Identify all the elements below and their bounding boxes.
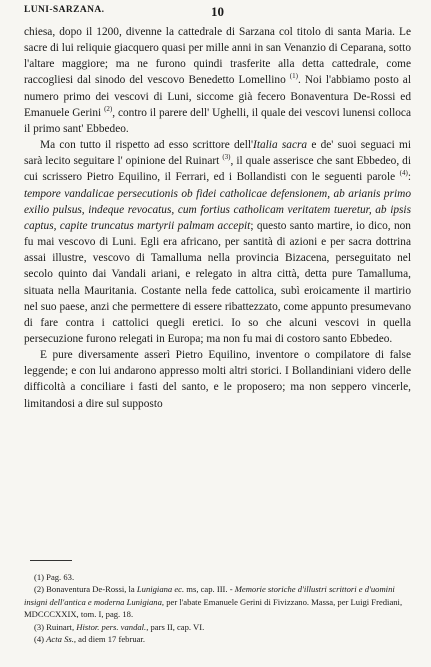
footnote-3-title: Histor. pers. vandal.: [76, 621, 147, 632]
running-head: LUNI-SARZANA.: [24, 5, 105, 15]
footnote-divider: [30, 560, 72, 561]
footnotes: [24, 567, 411, 645]
footnote-3-text-a: (3) Ruinart,: [34, 621, 77, 632]
p1-text-c: , contro il parere dell' Ughelli, il quale dei vescovi lunensi colloca il primo sant' Ebbedeo.: [24, 106, 412, 135]
footnote-2-text-c: ms, cap. III. -: [184, 584, 235, 595]
footnote-2: [24, 583, 411, 620]
footnote-ref-3: (3): [222, 153, 231, 162]
footnote-ref-1: (1): [289, 72, 298, 81]
footnote-4-text-c: , ad diem 17 februar.: [73, 634, 145, 645]
latin-quote: tempore vandalicae persecutionis ob fidei catholicae defensionem, ab arianis primo exilio pulsus, indeque revocatus, cum fortius catholicam veritatem tueretur, ab ipsis captus, capite truncatus martyrii palmam accepit: [24, 187, 411, 232]
p2-text-d: :: [407, 171, 411, 184]
italia-sacra-title: Italia sacra: [253, 139, 308, 152]
footnote-2-title-2: Memorie storiche d'illustri scrittori e d'uomini insigni dell'antica e moderna Lunigiana: [24, 584, 395, 607]
paragraph-1: [24, 24, 411, 137]
footnote-2-text-a: (2) Bonaventura De-Rossi, la: [34, 584, 137, 595]
paragraph-3: [24, 347, 411, 412]
p2-text-c: , il quale asserisce che sant Ebbedeo, di cui scrissero Pietro Equilino, il Ferrari, ed i Bollandisti con le seguenti parole: [24, 155, 412, 184]
body-text: [24, 24, 411, 412]
footnote-ref-4: (4): [399, 169, 408, 178]
footnote-1: [24, 571, 411, 583]
p1-text-b: . Noi l'abbiamo posto al numero primo dei vescovi di Luni, siccome già fecero Bonaventura De-Rossi ed Emanuele Gerini: [24, 74, 411, 119]
p2-text-a: Ma con tutto il rispetto ad esso scrittore dell': [40, 139, 254, 152]
footnote-3-text-c: , pars II, cap. VI.: [146, 621, 205, 632]
footnote-2-title-1: Lunigiana ec.: [136, 584, 185, 595]
p2-text-e: ; questo santo martire, io dico, non fu mai vescovo di Luni. Egli era africano, per santità di azioni e per sacra dottrina assai illustre, vescovo di Tamalluma nella provincia Bizacena, perseguitato nel secolo quinto dai Vandali ariani, e relegato in altra città, detta pure Tamalluma, situata nella Mauritania. Costante nella fede cattolica, subì eroicamente il martirio nel suo paese, anzi che permettere di essere ribattezzato, come appunto presumevano di fare contra i cattolici quegli eretici. Io so che alcuni vescovi in quella persecuzione furono relegati in Europa; ma non fu mai di costoro santo Ebbedeo.: [24, 219, 411, 345]
p2-text-b: e de' suoi seguaci mi sarà lecito seguitare l' opinione del Ruinart: [24, 139, 411, 168]
p1-text-a: chiesa, dopo il 1200, divenne la cattedrale di Sarzana col titolo di santa Maria. Le sacre di lui reliquie giacquero quasi per mille anni in san Venanzio di Ceparana, sotto l'altare maggiore; ma ne furono quindi trasferite alla detta cattedrale, come raccogliesi dal sinodo del vescovo Benedetto Lomellino: [24, 26, 411, 87]
paragraph-2: [24, 137, 411, 347]
footnote-ref-2: (2): [104, 105, 113, 113]
page-header: [24, 5, 411, 19]
footnote-4: [24, 633, 411, 645]
footnote-4-title: Acta Ss.: [46, 634, 74, 645]
footnote-3: [24, 621, 411, 633]
page-number: 10: [211, 4, 224, 19]
p3-text: E pure diversamente asserì Pietro Equilino, inventore o compilatore di false leggende; e con lui andarono appresso molti altri storici. I Bollandiniani videro delle difficoltà a conciliare i fasti del santo, e le proposero; ma non seppero vincerle, limitandosi a dire sul supposto: [24, 349, 411, 410]
footnote-2-text-e: , per l'abate Emanuele Gerini di Fivizzano. Massa, per Luigi Frediani, MDCCCXXIX, tom. I, pag. 18.: [24, 596, 403, 620]
footnote-4-text-a: (4): [34, 634, 47, 645]
footnote-1-text: (1) Pag. 63.: [34, 572, 75, 582]
